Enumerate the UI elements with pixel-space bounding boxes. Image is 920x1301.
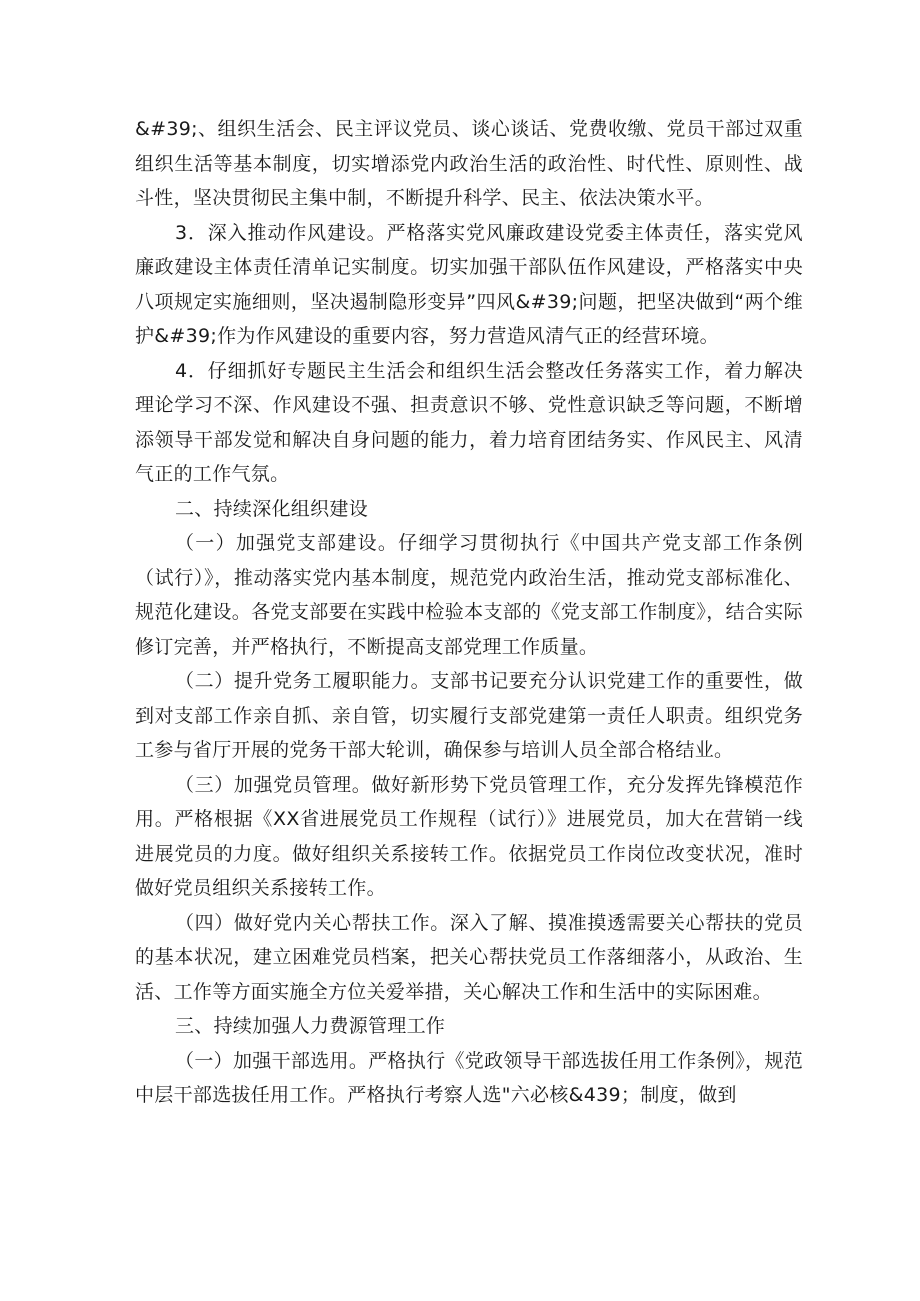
paragraph-2-3: （三）加强党员管理。做好新形势下党员管理工作，充分发挥先锋模范作用。严格根据《XX省进展党员工作规程（试行）》进展党员，加大在营销一线进展党员的力度。做好组织关系接转工作。依据党员工作岗位改变状况，准时做好党员组织关系接转工作。	[135, 773, 803, 899]
paragraph-2-1: （一）加强党支部建设。仔细学习贯彻执行《中国共产党支部工作条例（试行）》，推动落实党内基本制度，规范党内政治生活，推动党支部标准化、规范化建设。各党支部要在实践中检验本支部的《党支部工作制度》，结合实际修订完善，并严格执行，不断提高支部党理工作质量。	[135, 532, 803, 658]
section-heading-3: 三、持续加强人力费源管理工作	[175, 1015, 446, 1037]
paragraph-3-1: （一）加强干部选用。严格执行《党政领导干部选拔任用工作条例》，规范中层干部选拔任用工作。严格执行考察人选"六必核&439；制度，做到	[135, 1049, 803, 1106]
paragraph-item-3: 3．深入推动作风建设。严格落实党风廉政建设党委主体责任，落实党风廉政建设主体责任清单记实制度。切实加强干部队伍作风建设，严格落实中央八项规定实施细则，坚决遏制隐形变异”四风&#39;问题，把坚决做到“两个维护&#39;作为作风建设的重要内容，努力营造风清气正的经营环境。	[135, 221, 803, 347]
paragraph-2-2: （二）提升党务工履职能力。支部书记要充分认识党建工作的重要性，做到对支部工作亲自抓、亲自管，切实履行支部党建第一责任人职责。组织党务工参与省厅开展的党务干部大轮训，确保参与培训人员全部合格结业。	[135, 670, 803, 761]
paragraph-item-4: 4．仔细抓好专题民主生活会和组织生活会整改任务落实工作，着力解决理论学习不深、作风建设不强、担责意识不够、党性意识缺乏等问题，不断增添领导干部发觉和解决自身问题的能力，着力培育团结务实、作风民主、风清气正的工作气氛。	[135, 359, 803, 485]
paragraph-continuation: &#39;、组织生活会、民主评议党员、谈心谈话、党费收缴、党员干部过双重组织生活等基本制度，切实增添党内政治生活的政治性、时代性、原则性、战斗性，坚决贯彻民主集中制，不断提升科学、民主、依法决策水平。	[135, 118, 803, 209]
section-heading-2: 二、持续深化组织建设	[175, 497, 369, 520]
paragraph-2-4: （四）做好党内关心帮扶工作。深入了解、摸准摸透需要关心帮扶的党员的基本状况，建立困难党员档案，把关心帮扶党员工作落细落小，从政治、生活、工作等方面实施全方位关爱举措，关心解决工作和生活中的实际困难。	[135, 911, 803, 1003]
document-body	[135, 112, 803, 1113]
